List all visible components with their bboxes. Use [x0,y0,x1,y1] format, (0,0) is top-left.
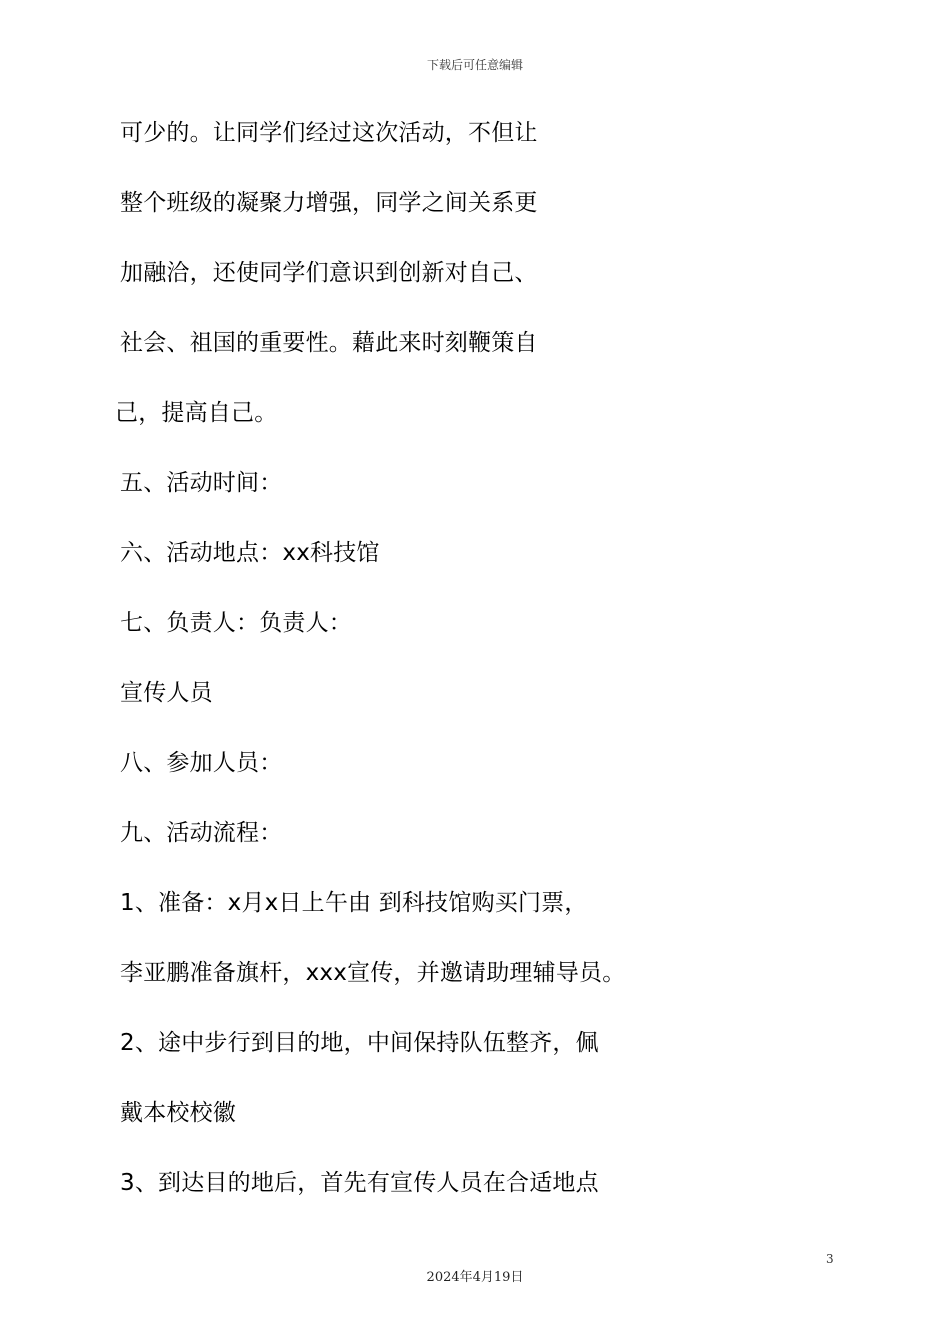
body-line: 加融洽，还使同学们意识到创新对自己、 [120,260,538,286]
section-heading-process: 九、活动流程： [120,820,283,846]
footer-date: 2024年4月19日 [426,1270,524,1285]
list-item: 2、途中步行到目的地，中间保持队伍整齐，佩 [120,1030,599,1056]
body-line: 社会、祖国的重要性。藉此来时刻鞭策自 [120,330,538,356]
body-line: 戴本校校徽 [120,1100,236,1126]
document-body [115,108,840,1228]
list-item: 1、准备：x月x日上午由 到科技馆购买门票， [120,890,588,916]
body-line: 宣传人员 [120,680,213,706]
body-line: 整个班级的凝聚力增强，同学之间关系更 [120,190,538,216]
body-line: 己，提高自己。 [115,400,278,426]
header-note: 下载后可任意编辑 [426,58,523,72]
list-item: 3、到达目的地后，首先有宣传人员在合适地点 [120,1170,599,1196]
page-number: 3 [826,1252,834,1266]
section-heading-participants: 八、参加人员： [120,750,283,776]
section-heading-time: 五、活动时间： [120,470,283,496]
body-line: 李亚鹏准备旗杆，xxx宣传，并邀请助理辅导员。 [120,960,626,986]
section-heading-location: 六、活动地点：xx科技馆 [120,540,380,566]
body-line: 可少的。让同学们经过这次活动，不但让 [120,120,538,146]
section-heading-owner: 七、负责人：负责人： [120,610,352,636]
